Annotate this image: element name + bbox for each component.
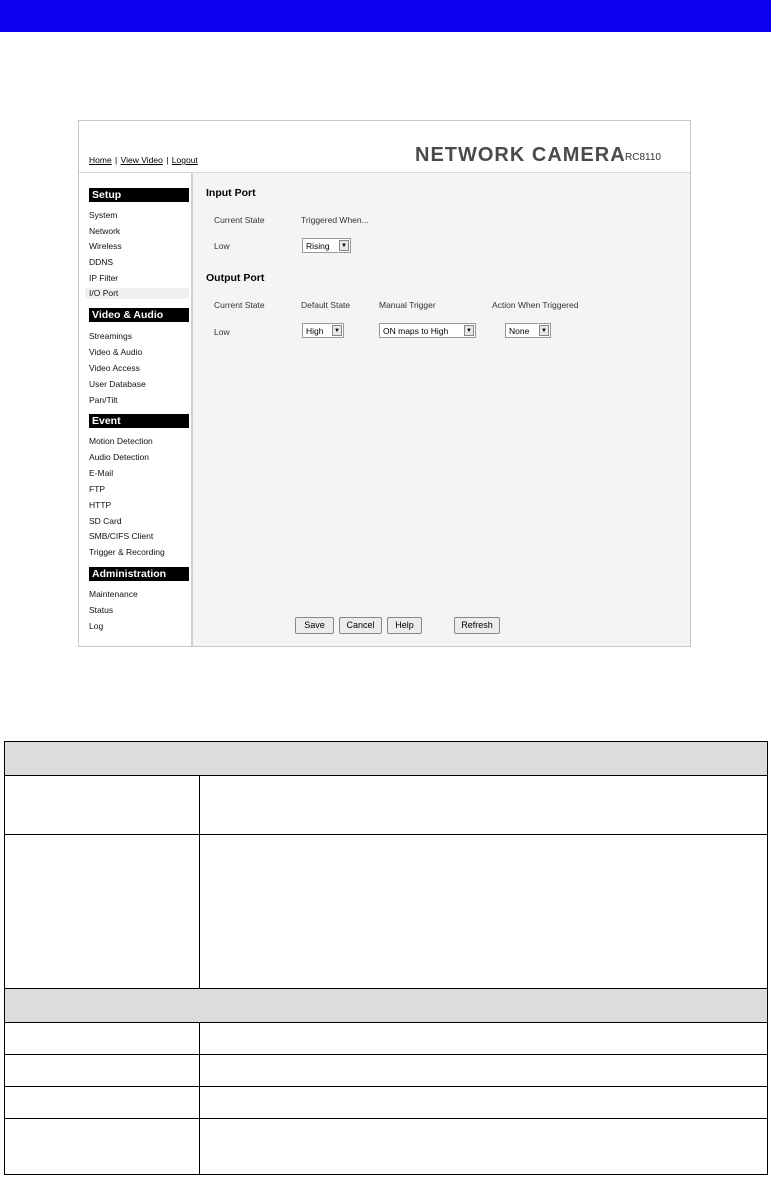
sidebar-item-wireless[interactable]: Wireless — [89, 241, 122, 251]
output-col-action-when-triggered: Action When Triggered — [492, 300, 579, 310]
camera-config-screenshot — [78, 120, 691, 647]
sidebar-item-video-audio[interactable]: Video & Audio — [89, 347, 143, 357]
model-number: RC8110 — [625, 152, 661, 163]
section-video-audio: Video & Audio — [89, 308, 189, 322]
cancel-button[interactable]: Cancel — [339, 617, 382, 634]
output-col-current-state: Current State — [214, 300, 265, 310]
triggered-when-value: Rising — [306, 241, 330, 251]
refresh-button[interactable]: Refresh — [454, 617, 500, 634]
sidebar-item-ddns[interactable]: DDNS — [89, 257, 114, 267]
home-link[interactable]: Home — [89, 155, 112, 165]
table-row — [5, 1119, 768, 1175]
sidebar-item-trigger-recording[interactable]: Trigger & Recording — [89, 547, 165, 557]
sidebar-item-system[interactable]: System — [89, 210, 118, 220]
default-state-select[interactable] — [302, 323, 344, 338]
camera-header — [79, 121, 690, 173]
sidebar-item-email[interactable]: E-Mail — [89, 468, 114, 478]
help-button[interactable]: Help — [387, 617, 422, 634]
table-section-header — [5, 742, 768, 776]
sidebar-item-user-database[interactable]: User Database — [89, 379, 146, 389]
sidebar-item-ip-filter[interactable]: IP Filter — [89, 273, 119, 283]
chevron-down-icon: ▼ — [332, 325, 342, 336]
sidebar-item-smb-cifs-client[interactable]: SMB/CIFS Client — [89, 531, 154, 541]
sidebar-item-http[interactable]: HTTP — [89, 500, 112, 510]
output-col-manual-trigger: Manual Trigger — [379, 300, 436, 310]
sidebar-item-motion-detection[interactable]: Motion Detection — [89, 436, 153, 446]
action-when-triggered-value: None — [509, 326, 530, 336]
input-current-state-value: Low — [214, 241, 230, 251]
save-button[interactable]: Save — [295, 617, 334, 634]
section-setup: Setup — [89, 188, 189, 202]
table-row — [5, 835, 768, 989]
input-triggered-when-label: Triggered When... — [301, 215, 369, 225]
triggered-when-select[interactable] — [302, 238, 351, 253]
output-port-title: Output Port — [206, 272, 265, 284]
section-administration: Administration — [89, 567, 189, 581]
table-row — [5, 1023, 768, 1055]
table-section-header — [5, 989, 768, 1023]
document-header-bar — [0, 0, 771, 32]
output-current-state-value: Low — [214, 327, 230, 337]
sidebar — [79, 173, 193, 646]
sidebar-item-maintenance[interactable]: Maintenance — [89, 589, 138, 599]
sidebar-item-network[interactable]: Network — [89, 226, 121, 236]
sidebar-item-streamings[interactable]: Streamings — [89, 331, 132, 341]
chevron-down-icon: ▼ — [539, 325, 549, 336]
description-table — [4, 741, 768, 1175]
sidebar-item-sd-card[interactable]: SD Card — [89, 516, 122, 526]
logout-link[interactable]: Logout — [171, 155, 198, 165]
view-video-link[interactable]: View Video — [120, 155, 163, 165]
sidebar-item-audio-detection[interactable]: Audio Detection — [89, 452, 150, 462]
input-current-state-label: Current State — [214, 215, 265, 225]
top-links: Home | View Video | Logout — [89, 155, 198, 165]
sidebar-item-ftp[interactable]: FTP — [89, 484, 106, 494]
default-state-value: High — [306, 326, 324, 336]
sidebar-item-video-access[interactable]: Video Access — [89, 363, 140, 373]
action-when-triggered-select[interactable] — [505, 323, 551, 338]
output-col-default-state: Default State — [301, 300, 351, 310]
sidebar-item-pan-tilt[interactable]: Pan/Tilt — [89, 395, 118, 405]
table-row — [5, 776, 768, 835]
table-row — [5, 1055, 768, 1087]
sidebar-item-status[interactable]: Status — [89, 605, 114, 615]
chevron-down-icon: ▼ — [464, 325, 474, 336]
sidebar-item-log[interactable]: Log — [89, 621, 104, 631]
section-event: Event — [89, 414, 189, 428]
table-row — [5, 1087, 768, 1119]
input-port-title: Input Port — [206, 187, 256, 199]
manual-trigger-value: ON maps to High — [383, 326, 449, 336]
manual-trigger-select[interactable] — [379, 323, 476, 338]
brand-title: NETWORK CAMERA — [415, 144, 626, 166]
chevron-down-icon: ▼ — [339, 240, 349, 251]
sidebar-item-io-port[interactable]: I/O Port — [85, 288, 189, 299]
